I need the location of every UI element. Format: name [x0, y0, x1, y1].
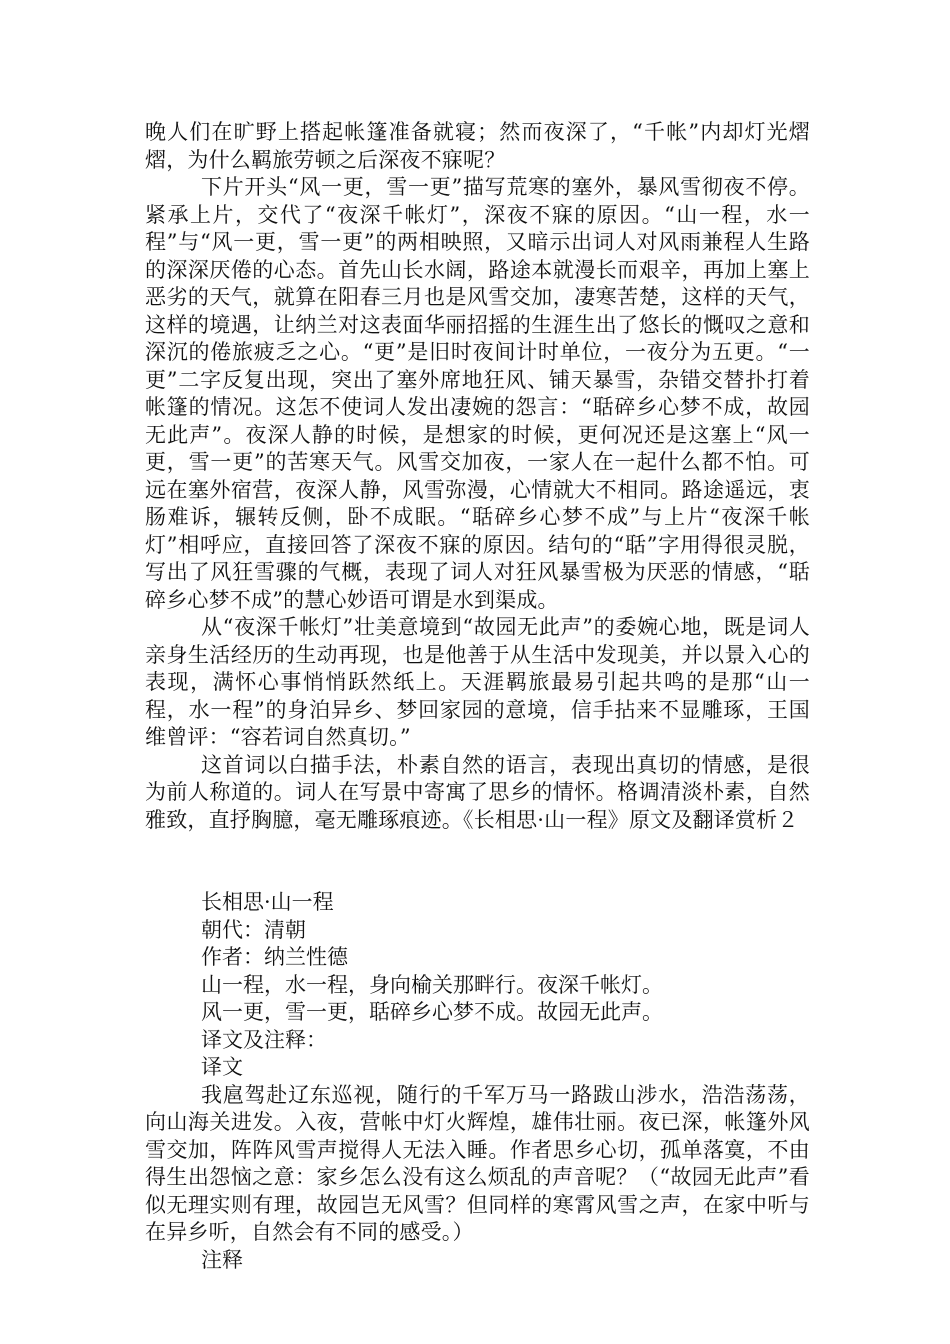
poem-author: 作者：纳兰性德 [201, 945, 348, 969]
poem-title: 长相思·山一程 [201, 890, 334, 914]
poem-dynasty: 朝代：清朝 [201, 917, 306, 942]
document-body [145, 119, 810, 1274]
paragraph-imagery-analysis: 从“夜深千帐灯”壮美意境到“故园无此声”的委婉心地，既是词人亲身生活经历的生动再现，也是他善于从生活中发现美，并以景入心的表现，满怀心事悄悄跃然纸上。天涯羁旅最易引起共鸣的是那“山一程，水一程”的身泊异乡、梦回家园的意境，信手拈来不显雕琢，王国维曾评：“容若词自然真切。” [145, 615, 810, 749]
translation-heading: 译文 [201, 1055, 243, 1079]
poem-line-1: 山一程，水一程，身向榆关那畔行。夜深千帐灯。 [201, 972, 663, 997]
section-gap [145, 834, 810, 889]
translation-paragraph: 我扈驾赴辽东巡视，随行的千军万马一路跋山涉水，浩浩荡荡，向山海关进发。入夜，营帐中灯火辉煌，雄伟壮丽。夜已深，帐篷外风雪交加，阵阵风雪声搅得人无法入睡。作者思乡心切，孤单落寞，不由得生出怨恼之意：家乡怎么没有这么烦乱的声音呢？（“故园无此声”看似无理实则有理，故园岂无风雪？但同样的寒霄风雪之声，在家中听与在异乡听，自然会有不同的感受。） [145, 1082, 810, 1244]
notes-heading: 译文及注释： [201, 1027, 327, 1052]
paragraph-second-stanza-analysis: 下片开头“风一更，雪一更”描写荒寒的塞外，暴风雪彻夜不停。紧承上片，交代了“夜深千帐灯”，深夜不寐的原因。“山一程，水一程”与“风一更，雪一更”的两相映照，又暗示出词人对风雨兼程人生路的深深厌倦的心态。首先山长水阔，路途本就漫长而艰辛，再加上塞上恶劣的天气，就算在阳春三月也是风雪交加，凄寒苦楚，这样的天气，这样的境遇，让纳兰对这表面华丽招摇的生涯生出了悠长的慨叹之意和深沉的倦旅疲乏之心。“更”是旧时夜间计时单位，一夜分为五更。“一更”二字反复出现，突出了塞外席地狂风、铺天暴雪，杂错交替扑打着帐篷的情况。这怎不使词人发出凄婉的怨言：“聒碎乡心梦不成，故园无此声”。夜深人静的时候，是想家的时候，更何况还是这塞上“风一更，雪一更”的苦寒天气。风雪交加夜，一家人在一起什么都不怕。可远在塞外宿营，夜深人静，风雪弥漫，心情就大不相同。路途遥远，衷肠难诉，辗转反侧，卧不成眠。“聒碎乡心梦不成”与上片“夜深千帐灯”相呼应，直接回答了深夜不寐的原因。结句的“聒”字用得很灵脱，写出了风狂雪骤的气概，表现了词人对狂风暴雪极为厌恶的情感，“聒碎乡心梦不成”的慧心妙语可谓是水到渠成。 [145, 175, 810, 612]
annotation-heading: 注释 [201, 1247, 243, 1272]
paragraph-intro: 晚人们在旷野上搭起帐篷准备就寝；然而夜深了，“千帐”内却灯光熠熠，为什么羁旅劳顿之后深夜不寐呢？ [145, 120, 810, 172]
paragraph-style-summary: 这首词以白描手法，朴素自然的语言，表现出真切的情感，是很为前人称道的。词人在写景中寄寓了思乡的情怀。格调清淡朴素，自然雅致，直抒胸臆，毫无雕琢痕迹。《长相思·山一程》原文及翻译赏析２ [145, 752, 810, 832]
poem-line-2: 风一更，雪一更，聒碎乡心梦不成。故园无此声。 [201, 1000, 663, 1024]
